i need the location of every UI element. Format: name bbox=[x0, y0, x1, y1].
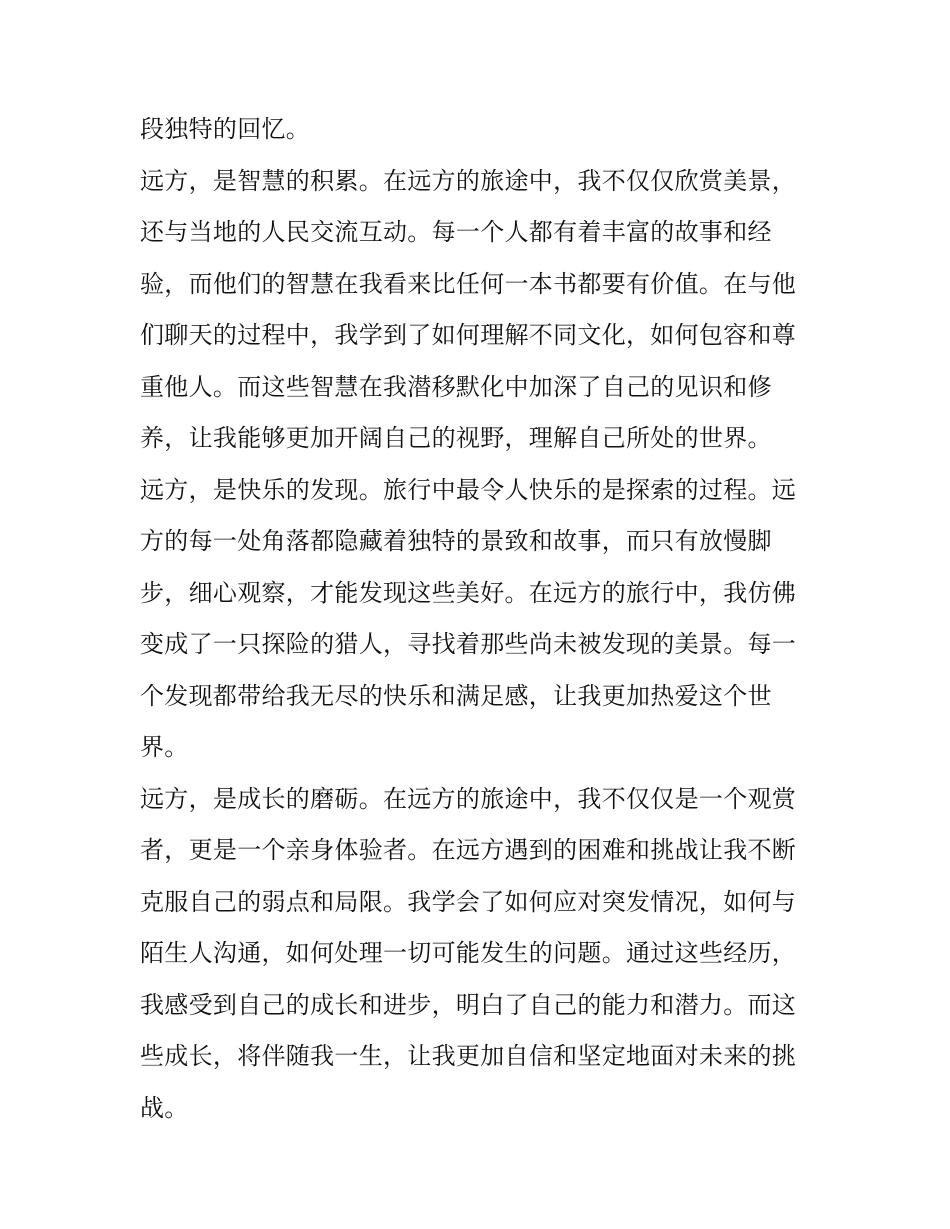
text-line: 方的每一处角落都隐藏着独特的景致和故事，而只有放慢脚 bbox=[140, 527, 772, 555]
text-line: 战。 bbox=[140, 1093, 189, 1122]
text-line: 验，而他们的智慧在我看来比任何一本书都要有价值。在与他 bbox=[140, 269, 797, 298]
text-line: 远方，是快乐的发现。旅行中最令人快乐的是探索的过程。远 bbox=[140, 475, 797, 504]
text-line: 远方，是智慧的积累。在远方的旅途中，我不仅仅欣赏美景， bbox=[140, 166, 797, 195]
text-line: 克服自己的弱点和局限。我学会了如何应对突发情况，如何与 bbox=[140, 887, 797, 916]
essay-text bbox=[140, 104, 820, 1134]
text-line: 界。 bbox=[140, 733, 189, 761]
text-line: 们聊天的过程中，我学到了如何理解不同文化，如何包容和尊 bbox=[140, 321, 797, 349]
text-line: 者，更是一个亲身体验者。在远方遇到的困难和挑战让我不断 bbox=[140, 836, 797, 864]
text-line: 变成了一只探险的猎人，寻找着那些尚未被发现的美景。每一 bbox=[140, 630, 797, 658]
text-line: 些成长，将伴随我一生，让我更加自信和坚定地面对未来的挑 bbox=[140, 1042, 797, 1070]
text-line: 个发现都带给我无尽的快乐和满足感，让我更加热爱这个世 bbox=[140, 681, 772, 710]
text-line: 步，细心观察，才能发现这些美好。在远方的旅行中，我仿佛 bbox=[140, 578, 797, 607]
text-line: 我感受到自己的成长和进步，明白了自己的能力和潜力。而这 bbox=[140, 990, 797, 1019]
text-line: 远方，是成长的磨砺。在远方的旅途中，我不仅仅是一个观赏 bbox=[140, 784, 797, 813]
text-line: 段独特的回忆。 bbox=[140, 115, 311, 143]
text-line: 养，让我能够更加开阔自己的视野，理解自己所处的世界。 bbox=[140, 424, 772, 452]
text-line: 还与当地的人民交流互动。每一个人都有着丰富的故事和经 bbox=[140, 218, 772, 246]
text-line: 重他人。而这些智慧在我潜移默化中加深了自己的见识和修 bbox=[140, 372, 772, 401]
text-line: 陌生人沟通，如何处理一切可能发生的问题。通过这些经历， bbox=[140, 939, 797, 967]
